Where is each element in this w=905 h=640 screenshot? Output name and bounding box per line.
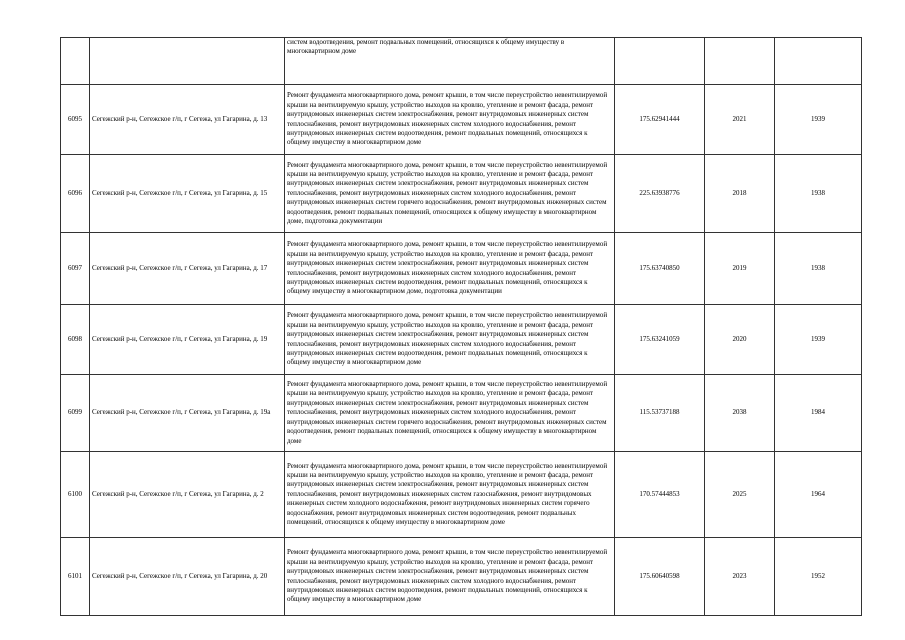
row-number: 6100 — [61, 452, 90, 538]
table-row — [61, 233, 862, 305]
plan-year-cell: 2020 — [705, 305, 775, 375]
address-cell: Сегежский р-н, Сегежское г/п, г Сегежа, ул Гагарина, д. 13 — [90, 85, 285, 155]
works-cell: Ремонт фундамента многоквартирного дома, ремонт крыши, в том числе переустройство невентилируемой крыши на вентилируемую крышу, устройство выходов на кровлю, утепление и ремонт фасада, ремонт внутридомовых инженерных систем электроснабжения, ремонт внутридомовых инженерных систем теплоснабжения, ремонт внутридомовых инженерных систем холодного водоснабжения, ремонт внутридомовых инженерных систем горячего водоснабжения, ремонт внутридомовых инженерных систем водоотведения, ремонт подвальных помещений, относящихся к общему имуществу в многоквартирном доме, подготовка документации — [285, 155, 615, 233]
address-cell: Сегежский р-н, Сегежское г/п, г Сегежа, ул Гагарина, д. 2 — [90, 452, 285, 538]
area-cell: 170.57444853 — [615, 452, 705, 538]
table-row — [61, 38, 862, 85]
plan-year-cell — [705, 38, 775, 85]
built-year-cell: 1939 — [775, 305, 862, 375]
housing-repair-table — [60, 37, 862, 616]
works-cell: Ремонт фундамента многоквартирного дома, ремонт крыши, в том числе переустройство невентилируемой крыши на вентилируемую крышу, устройство выходов на кровлю, утепление и ремонт фасада, ремонт внутридомовых инженерных систем электроснабжения, ремонт внутридомовых инженерных систем теплоснабжения, ремонт внутридомовых инженерных систем холодного водоснабжения, ремонт внутридомовых инженерных систем водоотведения, ремонт подвальных помещений, относящихся к общему имуществу в многоквартирном доме — [285, 305, 615, 375]
plan-year-cell: 2019 — [705, 233, 775, 305]
area-cell: 175.62941444 — [615, 85, 705, 155]
works-cell: Ремонт фундамента многоквартирного дома, ремонт крыши, в том числе переустройство невентилируемой крыши на вентилируемую крышу, устройство выходов на кровлю, утепление и ремонт фасада, ремонт внутридомовых инженерных систем электроснабжения, ремонт внутридомовых инженерных систем теплоснабжения, ремонт внутридомовых инженерных систем холодного водоснабжения, ремонт внутридомовых инженерных систем водоотведения, ремонт подвальных помещений, относящихся к общему имуществу в многоквартирном доме — [285, 538, 615, 616]
address-cell: Сегежский р-н, Сегежское г/п, г Сегежа, ул Гагарина, д. 15 — [90, 155, 285, 233]
table-row — [61, 155, 862, 233]
plan-year-cell: 2025 — [705, 452, 775, 538]
plan-year-cell: 2023 — [705, 538, 775, 616]
area-cell: 175.63241059 — [615, 305, 705, 375]
table-row — [61, 375, 862, 452]
plan-year-cell: 2021 — [705, 85, 775, 155]
address-cell: Сегежский р-н, Сегежское г/п, г Сегежа, ул Гагарина, д. 19 — [90, 305, 285, 375]
table-row — [61, 452, 862, 538]
area-cell: 115.53737188 — [615, 375, 705, 452]
row-number — [61, 38, 90, 85]
row-number: 6099 — [61, 375, 90, 452]
plan-year-cell: 2038 — [705, 375, 775, 452]
built-year-cell: 1952 — [775, 538, 862, 616]
built-year-cell: 1939 — [775, 85, 862, 155]
row-number: 6101 — [61, 538, 90, 616]
address-cell — [90, 38, 285, 85]
row-number: 6096 — [61, 155, 90, 233]
works-cell: Ремонт фундамента многоквартирного дома, ремонт крыши, в том числе переустройство невентилируемой крыши на вентилируемую крышу, устройство выходов на кровлю, утепление и ремонт фасада, ремонт внутридомовых инженерных систем электроснабжения, ремонт внутридомовых инженерных систем теплоснабжения, ремонт внутридомовых инженерных систем холодного водоснабжения, ремонт внутридомовых инженерных систем водоотведения, ремонт подвальных помещений, относящихся к общему имуществу в многоквартирном доме — [285, 85, 615, 155]
table-row — [61, 538, 862, 616]
built-year-cell: 1938 — [775, 155, 862, 233]
plan-year-cell: 2018 — [705, 155, 775, 233]
table-row — [61, 85, 862, 155]
built-year-cell: 1964 — [775, 452, 862, 538]
address-cell: Сегежский р-н, Сегежское г/п, г Сегежа, ул Гагарина, д. 17 — [90, 233, 285, 305]
works-cell: Ремонт фундамента многоквартирного дома, ремонт крыши, в том числе переустройство невентилируемой крыши на вентилируемую крышу, устройство выходов на кровлю, утепление и ремонт фасада, ремонт внутридомовых инженерных систем электроснабжения, ремонт внутридомовых инженерных систем теплоснабжения, ремонт внутридомовых инженерных систем холодного водоснабжения, ремонт внутридомовых инженерных систем горячего водоснабжения, ремонт внутридомовых инженерных систем водоотведения, ремонт подвальных помещений, относящихся к общему имуществу в многоквартирном доме — [285, 375, 615, 452]
area-cell — [615, 38, 705, 85]
works-cell: систем водоотведения, ремонт подвальных помещений, относящихся к общему имуществу в многоквартирном доме — [285, 38, 615, 85]
area-cell: 175.60640598 — [615, 538, 705, 616]
works-cell: Ремонт фундамента многоквартирного дома, ремонт крыши, в том числе переустройство невентилируемой крыши на вентилируемую крышу, устройство выходов на кровлю, утепление и ремонт фасада, ремонт внутридомовых инженерных систем электроснабжения, ремонт внутридомовых инженерных систем теплоснабжения, ремонт внутридомовых инженерных систем газоснабжения, ремонт внутридомовых инженерных систем холодного водоснабжения, ремонт внутридомовых инженерных систем горячего водоснабжения, ремонт внутридомовых инженерных систем водоотведения, ремонт подвальных помещений, относящихся к общему имуществу в многоквартирном доме — [285, 452, 615, 538]
area-cell: 225.63938776 — [615, 155, 705, 233]
built-year-cell — [775, 38, 862, 85]
built-year-cell: 1938 — [775, 233, 862, 305]
row-number: 6095 — [61, 85, 90, 155]
row-number: 6098 — [61, 305, 90, 375]
row-number: 6097 — [61, 233, 90, 305]
works-cell: Ремонт фундамента многоквартирного дома, ремонт крыши, в том числе переустройство невентилируемой крыши на вентилируемую крышу, устройство выходов на кровлю, утепление и ремонт фасада, ремонт внутридомовых инженерных систем электроснабжения, ремонт внутридомовых инженерных систем теплоснабжения, ремонт внутридомовых инженерных систем холодного водоснабжения, ремонт внутридомовых инженерных систем водоотведения, ремонт подвальных помещений, относящихся к общему имуществу в многоквартирном доме, подготовка документации — [285, 233, 615, 305]
address-cell: Сегежский р-н, Сегежское г/п, г Сегежа, ул Гагарина, д. 19а — [90, 375, 285, 452]
built-year-cell: 1984 — [775, 375, 862, 452]
table-row — [61, 305, 862, 375]
address-cell: Сегежский р-н, Сегежское г/п, г Сегежа, ул Гагарина, д. 20 — [90, 538, 285, 616]
area-cell: 175.63740850 — [615, 233, 705, 305]
